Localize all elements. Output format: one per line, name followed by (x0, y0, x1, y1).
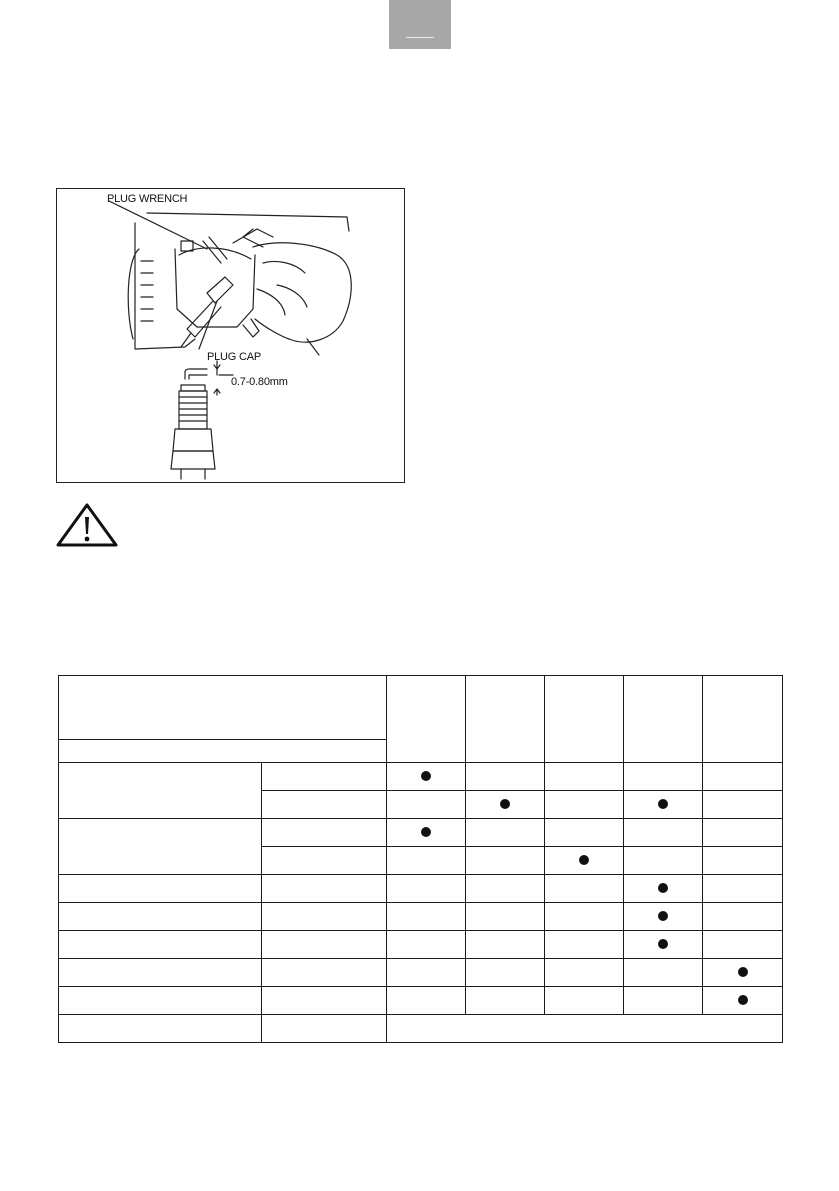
interval-cell (703, 791, 783, 819)
action-cell (262, 903, 387, 931)
warning-triangle-icon (56, 503, 118, 547)
table-row (59, 763, 783, 791)
page-tab-line (406, 37, 434, 38)
interval-cell (624, 903, 703, 931)
action-cell (262, 1015, 387, 1043)
interval-cell (466, 903, 545, 931)
item-cell (59, 763, 262, 819)
interval-cell (703, 903, 783, 931)
check-dot-icon (738, 967, 748, 977)
interval-cell (466, 959, 545, 987)
interval-cell (624, 791, 703, 819)
table-row (59, 931, 783, 959)
engine-illustration (57, 189, 404, 482)
action-cell (262, 819, 387, 847)
remarks-cell (387, 1015, 783, 1043)
check-dot-icon (421, 827, 431, 837)
plug-wrench-label: PLUG WRENCH (107, 193, 188, 205)
interval-cell (624, 931, 703, 959)
interval-cell (703, 763, 783, 791)
interval-cell (703, 819, 783, 847)
interval-cell (624, 763, 703, 791)
interval-cell (545, 959, 624, 987)
action-cell (262, 875, 387, 903)
check-dot-icon (738, 995, 748, 1005)
page-number-tab (389, 0, 451, 49)
interval-cell (466, 987, 545, 1015)
header-cell (59, 676, 387, 740)
table-row (59, 903, 783, 931)
interval-cell (387, 875, 466, 903)
interval-cell (387, 791, 466, 819)
item-cell (59, 959, 262, 987)
interval-header-cell (545, 676, 624, 763)
interval-cell (387, 903, 466, 931)
table-row (59, 959, 783, 987)
interval-cell (466, 875, 545, 903)
interval-header-cell (387, 676, 466, 763)
interval-cell (387, 763, 466, 791)
item-cell (59, 987, 262, 1015)
interval-cell (466, 847, 545, 875)
interval-header-cell (703, 676, 783, 763)
check-dot-icon (500, 799, 510, 809)
interval-cell (624, 875, 703, 903)
interval-cell (387, 819, 466, 847)
item-cell (59, 931, 262, 959)
table-row (59, 1015, 783, 1043)
interval-cell (624, 819, 703, 847)
interval-cell (624, 987, 703, 1015)
item-cell (59, 1015, 262, 1043)
action-cell (262, 763, 387, 791)
interval-cell (703, 875, 783, 903)
plug-cap-label: PLUG CAP (207, 351, 262, 363)
interval-cell (703, 987, 783, 1015)
check-dot-icon (579, 855, 589, 865)
item-cell (59, 875, 262, 903)
action-cell (262, 987, 387, 1015)
interval-cell (545, 847, 624, 875)
check-dot-icon (658, 799, 668, 809)
table-row (59, 819, 783, 847)
interval-cell (624, 959, 703, 987)
interval-cell (466, 819, 545, 847)
header-cell (59, 740, 387, 763)
interval-cell (703, 959, 783, 987)
interval-cell (545, 987, 624, 1015)
interval-cell (466, 763, 545, 791)
item-cell (59, 903, 262, 931)
interval-cell (545, 819, 624, 847)
interval-cell (466, 791, 545, 819)
check-dot-icon (658, 939, 668, 949)
action-cell (262, 791, 387, 819)
interval-cell (545, 875, 624, 903)
spark-plug-figure (56, 188, 405, 483)
interval-cell (545, 931, 624, 959)
check-dot-icon (658, 911, 668, 921)
interval-cell (545, 903, 624, 931)
interval-cell (466, 931, 545, 959)
interval-cell (545, 763, 624, 791)
action-cell (262, 959, 387, 987)
action-cell (262, 931, 387, 959)
gap-spec-label: 0.7-0.80mm (231, 376, 288, 388)
interval-cell (387, 931, 466, 959)
interval-cell (387, 959, 466, 987)
check-dot-icon (658, 883, 668, 893)
interval-cell (545, 791, 624, 819)
interval-cell (624, 847, 703, 875)
schedule-body (59, 763, 783, 1043)
interval-cell (387, 847, 466, 875)
interval-cell (703, 931, 783, 959)
table-row (59, 987, 783, 1015)
item-cell (59, 819, 262, 875)
interval-cell (387, 987, 466, 1015)
interval-header-cell (624, 676, 703, 763)
interval-cell (703, 847, 783, 875)
check-dot-icon (421, 771, 431, 781)
interval-header-cell (466, 676, 545, 763)
action-cell (262, 847, 387, 875)
maintenance-schedule-table (58, 675, 783, 1043)
table-row (59, 875, 783, 903)
